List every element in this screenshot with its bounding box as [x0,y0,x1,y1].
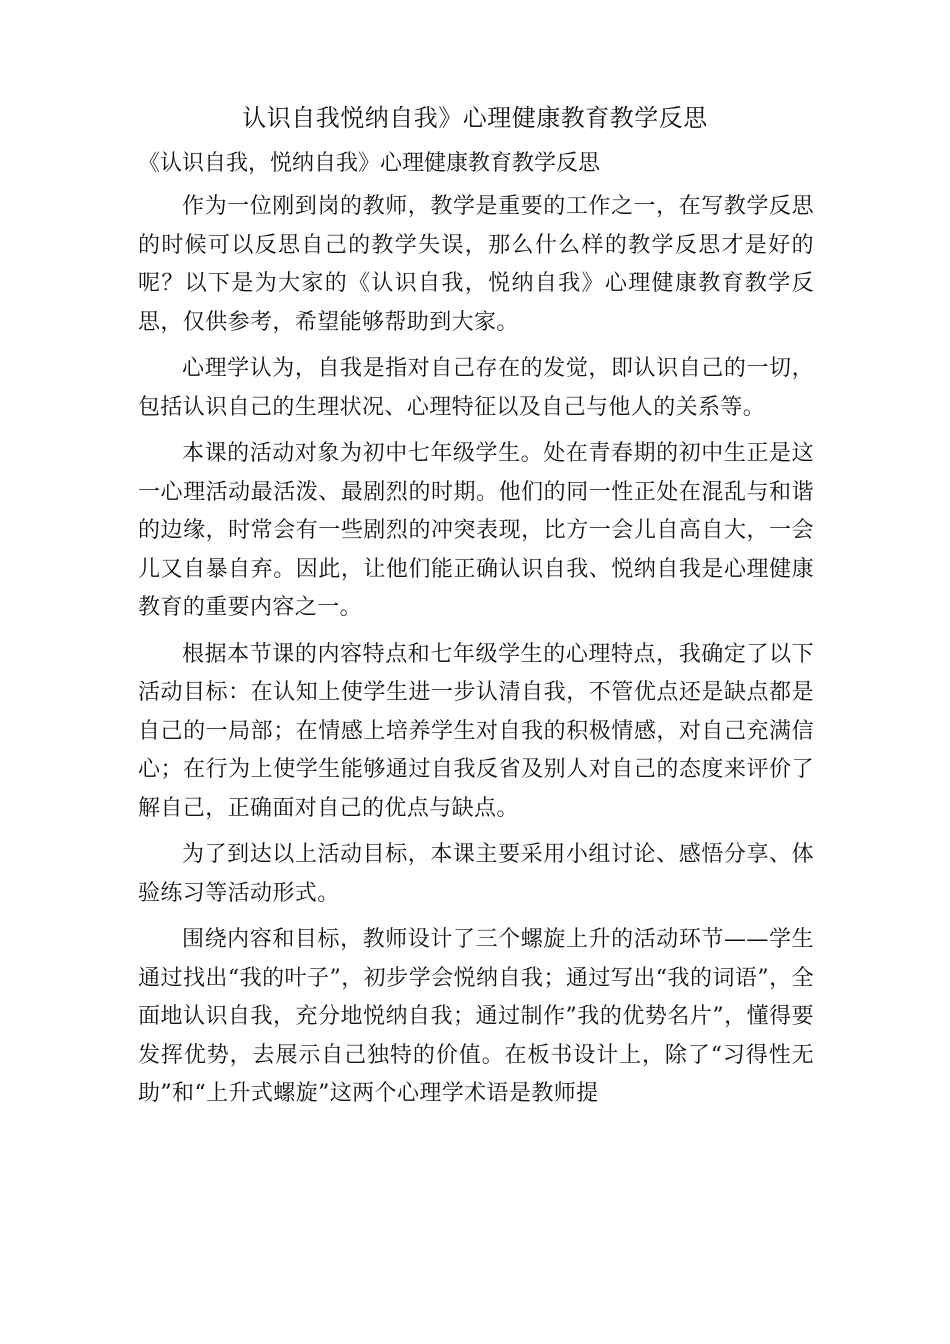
document-body [138,188,814,1122]
document-subtitle: 《认识自我，悦纳自我》心理健康教育教学反思 [138,151,601,176]
paragraph-audience: 本课的活动对象为初中七年级学生。处在青春期的初中生正是这一心理活动最活泼、最剧烈的时期。他们的同一性正处在混乱与和谐的边缘，时常会有一些剧烈的冲突表现，比方一会儿自高自大，一会儿又自暴自弃。因此，让他们能正确认识自我、悦纳自我是心理健康教育的重要内容之一。 [138,441,814,620]
paragraph-activities: 围绕内容和目标，教师设计了三个螺旋上升的活动环节——学生通过找出“我的叶子”，初步学会悦纳自我；通过写出“我的词语”，全面地认识自我，充分地悦纳自我；通过制作”我的优势名片”，懂得要发挥优势，去展示自己独特的价值。在板书设计上，除了“习得性无助”和“上升式螺旋”这两个心理学术语是教师提 [138,927,814,1106]
paragraph-methods: 为了到达以上活动目标，本课主要采用小组讨论、感悟分享、体验练习等活动形式。 [138,842,814,906]
document-title: 认识自我悦纳自我》心理健康教育教学反思 [242,104,708,132]
paragraph-psychology: 心理学认为，自我是指对自己存在的发觉，即认识自己的一切，包括认识自己的生理状况、心理特征以及自己与他人的关系等。 [138,356,814,420]
paragraph-intro: 作为一位刚到岗的教师，教学是重要的工作之一，在写教学反思的时候可以反思自己的教学失误，那么什么样的教学反思才是好的呢？以下是为大家的《认识自我，悦纳自我》心理健康教育教学反思，仅供参考，希望能够帮助到大家。 [138,194,814,335]
paragraph-objectives: 根据本节课的内容特点和七年级学生的心理特点，我确定了以下活动目标：在认知上使学生进一步认清自我，不管优点还是缺点都是自己的一局部；在情感上培养学生对自我的积极情感，对自己充满信心；在行为上使学生能够通过自我反省及别人对自己的态度来评价了解自己，正确面对自己的优点与缺点。 [138,641,814,821]
